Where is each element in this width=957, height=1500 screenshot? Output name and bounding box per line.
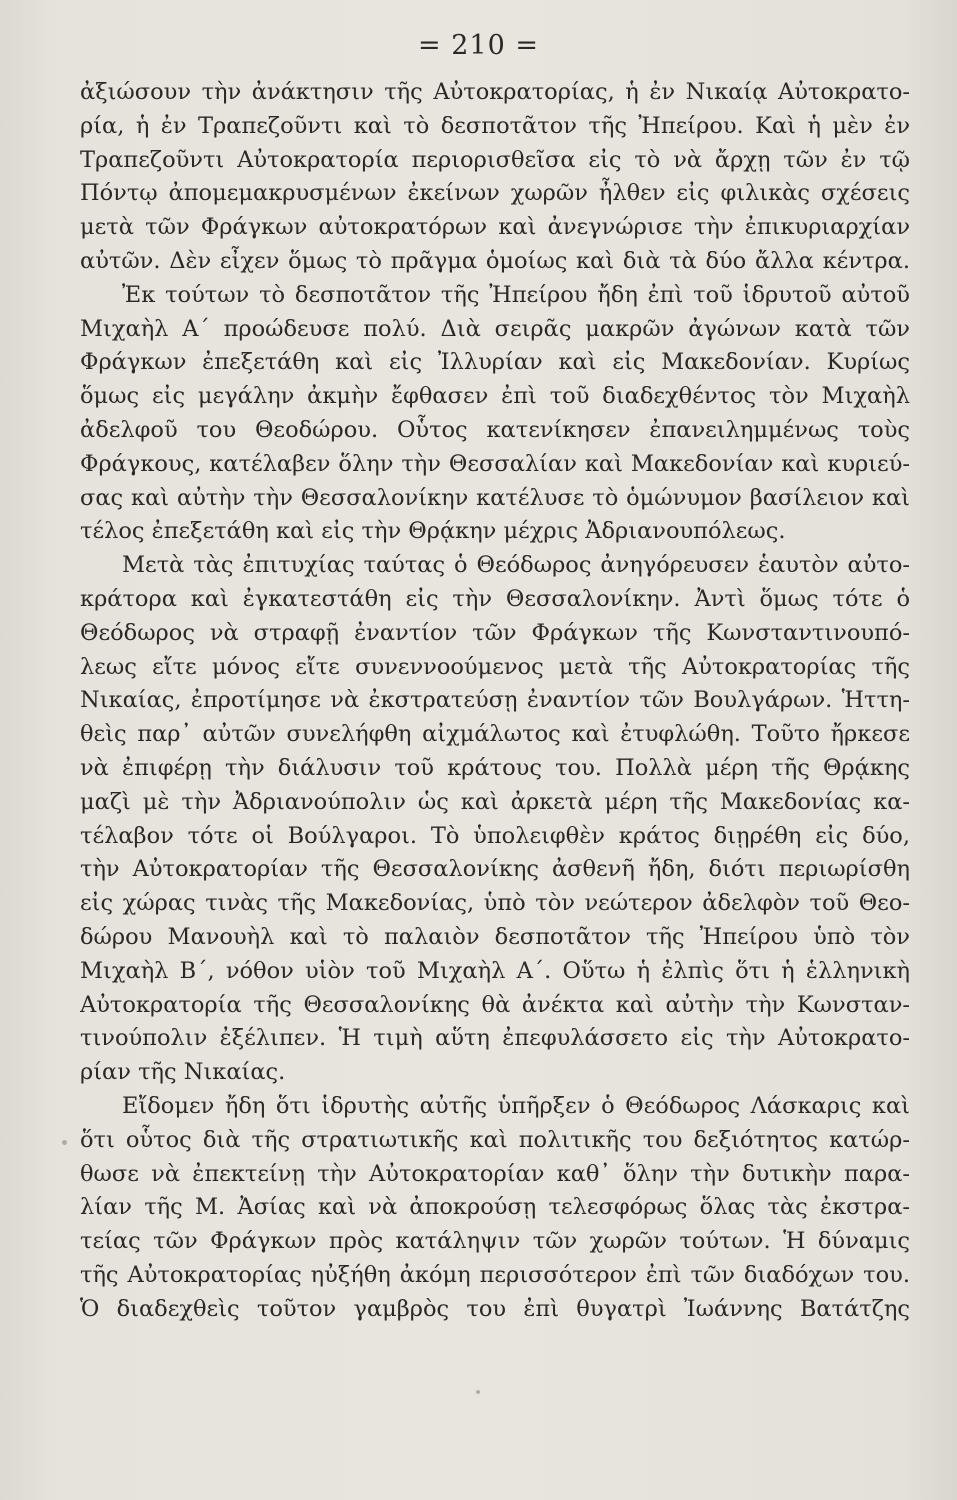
- text-line: δώρου Μανουὴλ καὶ τὸ παλαιὸν δεσποτᾶτον τῆς Ἠπείρου ὑπὸ τὸν: [80, 923, 910, 950]
- text-line: αὐτῶν. Δὲν εἶχεν ὅμως τὸ πρᾶγμα ὁμοίως καὶ διὰ τὰ δύο ἄλλα κέντρα.: [80, 247, 910, 274]
- text-line: θωσε νὰ ἐπεκτείνῃ τὴν Αὐτοκρατορίαν καθ᾽ ὅλην τὴν δυτικὴν παρα-: [80, 1160, 910, 1187]
- text-line: μαζὶ μὲ τὴν Ἀδριανούπολιν ὡς καὶ ἀρκετὰ μέρη τῆς Μακεδονίας κα-: [80, 788, 910, 815]
- text-line: εἰς χώρας τινὰς τῆς Μακεδονίας, ὑπὸ τὸν νεώτερον ἀδελφὸν τοῦ Θεο-: [80, 890, 910, 917]
- text-line: Αὐτοκρατορία τῆς Θεσσαλονίκης θὰ ἀνέκτα καὶ αὐτὴν τὴν Κωνσταν-: [80, 991, 910, 1018]
- text-line: Νικαίας, ἐπροτίμησε νὰ ἐκστρατεύσῃ ἐναντίον τῶν Βουλγάρων. Ἡττη-: [80, 687, 910, 714]
- text-line: Πόντῳ ἀπομεμακρυσμένων ἐκείνων χωρῶν ἦλθεν εἰς φιλικὰς σχέσεις: [80, 180, 910, 207]
- text-line: σας καὶ αὐτὴν τὴν Θεσσαλονίκην κατέλυσε τὸ ὁμώνυμον βασίλειον καὶ: [80, 484, 910, 511]
- page-number: = 210 =: [418, 30, 539, 61]
- text-line: ἀδελφοῦ του Θεοδώρου. Οὗτος κατενίκησεν ἐπανειλημμένως τοὺς: [80, 416, 910, 443]
- paper-speck: [476, 1390, 480, 1394]
- text-line: Φράγκων ἐπεξετάθη καὶ εἰς Ἰλλυρίαν καὶ εἰς Μακεδονίαν. Κυρίως: [80, 349, 910, 376]
- text-line: ἀξιώσουν τὴν ἀνάκτησιν τῆς Αὐτοκρατορίας, ἡ ἐν Νικαίᾳ Αὐτοκρατο-: [80, 79, 910, 105]
- text-line: ὅτι οὗτος διὰ τῆς στρατιωτικῆς καὶ πολιτικῆς του δεξιότητος κατώρ-: [80, 1126, 910, 1153]
- paper-speck: [62, 1140, 67, 1145]
- text-line: τείας τῶν Φράγκων πρὸς κατάληψιν τῶν χωρῶν τούτων. Ἡ δύναμις: [80, 1228, 910, 1255]
- text-line: τὴν Αὐτοκρατορίαν τῆς Θεσσαλονίκης ἀσθενῆ ἤδη, διότι περιωρίσθη: [80, 856, 910, 883]
- text-line: Ὁ διαδεχθεὶς τοῦτον γαμβρὸς του ἐπὶ θυγατρὶ Ἰωάννης Βατάτζης: [80, 1295, 910, 1322]
- text-line: Μιχαὴλ Β΄, νόθον υἱὸν τοῦ Μιχαὴλ Α΄. Οὕτω ἡ ἐλπὶς ὅτι ἡ ἑλληνικὴ: [80, 957, 910, 984]
- text-line: κράτορα καὶ ἐγκατεστάθη εἰς τὴν Θεσσαλονίκην. Ἀντὶ ὅμως τότε ὁ: [80, 585, 910, 612]
- text-line: λεως εἴτε μόνος εἴτε συνεννοούμενος μετὰ τῆς Αὐτοκρατορίας τῆς: [80, 653, 910, 680]
- text-line: Θεόδωρος νὰ στραφῇ ἐναντίον τῶν Φράγκων τῆς Κωνσταντινουπό-: [80, 619, 910, 646]
- text-line: Μιχαὴλ Α΄ προώδευσε πολύ. Διὰ σειρᾶς μακρῶν ἀγώνων κατὰ τῶν: [80, 315, 910, 342]
- text-line: Μετὰ τὰς ἐπιτυχίας ταύτας ὁ Θεόδωρος ἀνηγόρευσεν ἑαυτὸν αὐτο-: [122, 552, 910, 579]
- text-line: Ἐκ τούτων τὸ δεσποτᾶτον τῆς Ἠπείρου ἤδη ἐπὶ τοῦ ἱδρυτοῦ αὐτοῦ: [122, 281, 910, 308]
- text-line: τέλαβον τότε οἱ Βούλγαροι. Τὸ ὑπολειφθὲν κράτος διῃρέθη εἰς δύο,: [80, 822, 910, 849]
- text-line: Τραπεζοῦντι Αὐτοκρατορία περιορισθεῖσα εἰς τὸ νὰ ἄρχῃ τῶν ἐν τῷ: [80, 146, 910, 173]
- text-line: νὰ ἐπιφέρῃ τὴν διάλυσιν τοῦ κράτους του. Πολλὰ μέρη τῆς Θρᾴκης: [80, 754, 910, 781]
- text-line: τινούπολιν ἐξέλιπεν. Ἡ τιμὴ αὕτη ἐπεφυλάσσετο εἰς τὴν Αὐτοκρατο-: [80, 1025, 910, 1052]
- text-line: τέλος ἐπεξετάθη καὶ εἰς τὴν Θρᾴκην μέχρις Ἀδριανουπόλεως.: [80, 518, 786, 545]
- text-line: λίαν τῆς Μ. Ἀσίας καὶ νὰ ἀποκρούσῃ τελεσφόρως ὅλας τὰς ἐκστρα-: [80, 1194, 910, 1221]
- text-line: ὅμως εἰς μεγάλην ἀκμὴν ἔφθασεν ἐπὶ τοῦ διαδεχθέντος τὸν Μιχαὴλ: [80, 383, 910, 410]
- text-line: μετὰ τῶν Φράγκων αὐτοκρατόρων καὶ ἀνεγνώρισε τὴν ἐπικυριαρχίαν: [80, 214, 910, 241]
- text-line: θεὶς παρ᾽ αὐτῶν συνελήφθη αἰχμάλωτος καὶ ἐτυφλώθη. Τοῦτο ἤρκεσε: [80, 721, 910, 748]
- body-text: [80, 76, 910, 1326]
- text-line: Φράγκους, κατέλαβεν ὅλην τὴν Θεσσαλίαν καὶ Μακεδονίαν καὶ κυριεύ-: [80, 450, 910, 477]
- text-line: ρίαν τῆς Νικαίας.: [80, 1059, 286, 1086]
- text-line: Εἴδομεν ἤδη ὅτι ἱδρυτὴς αὐτῆς ὑπῆρξεν ὁ Θεόδωρος Λάσκαρις καὶ: [122, 1092, 910, 1119]
- text-line: ρία, ἡ ἐν Τραπεζοῦντι καὶ τὸ δεσποτᾶτον τῆς Ἠπείρου. Καὶ ἡ μὲν ἐν: [80, 112, 910, 139]
- text-line: τῆς Αὐτοκρατορίας ηὐξήθη ἀκόμη περισσότερον ἐπὶ τῶν διαδόχων του.: [80, 1261, 910, 1288]
